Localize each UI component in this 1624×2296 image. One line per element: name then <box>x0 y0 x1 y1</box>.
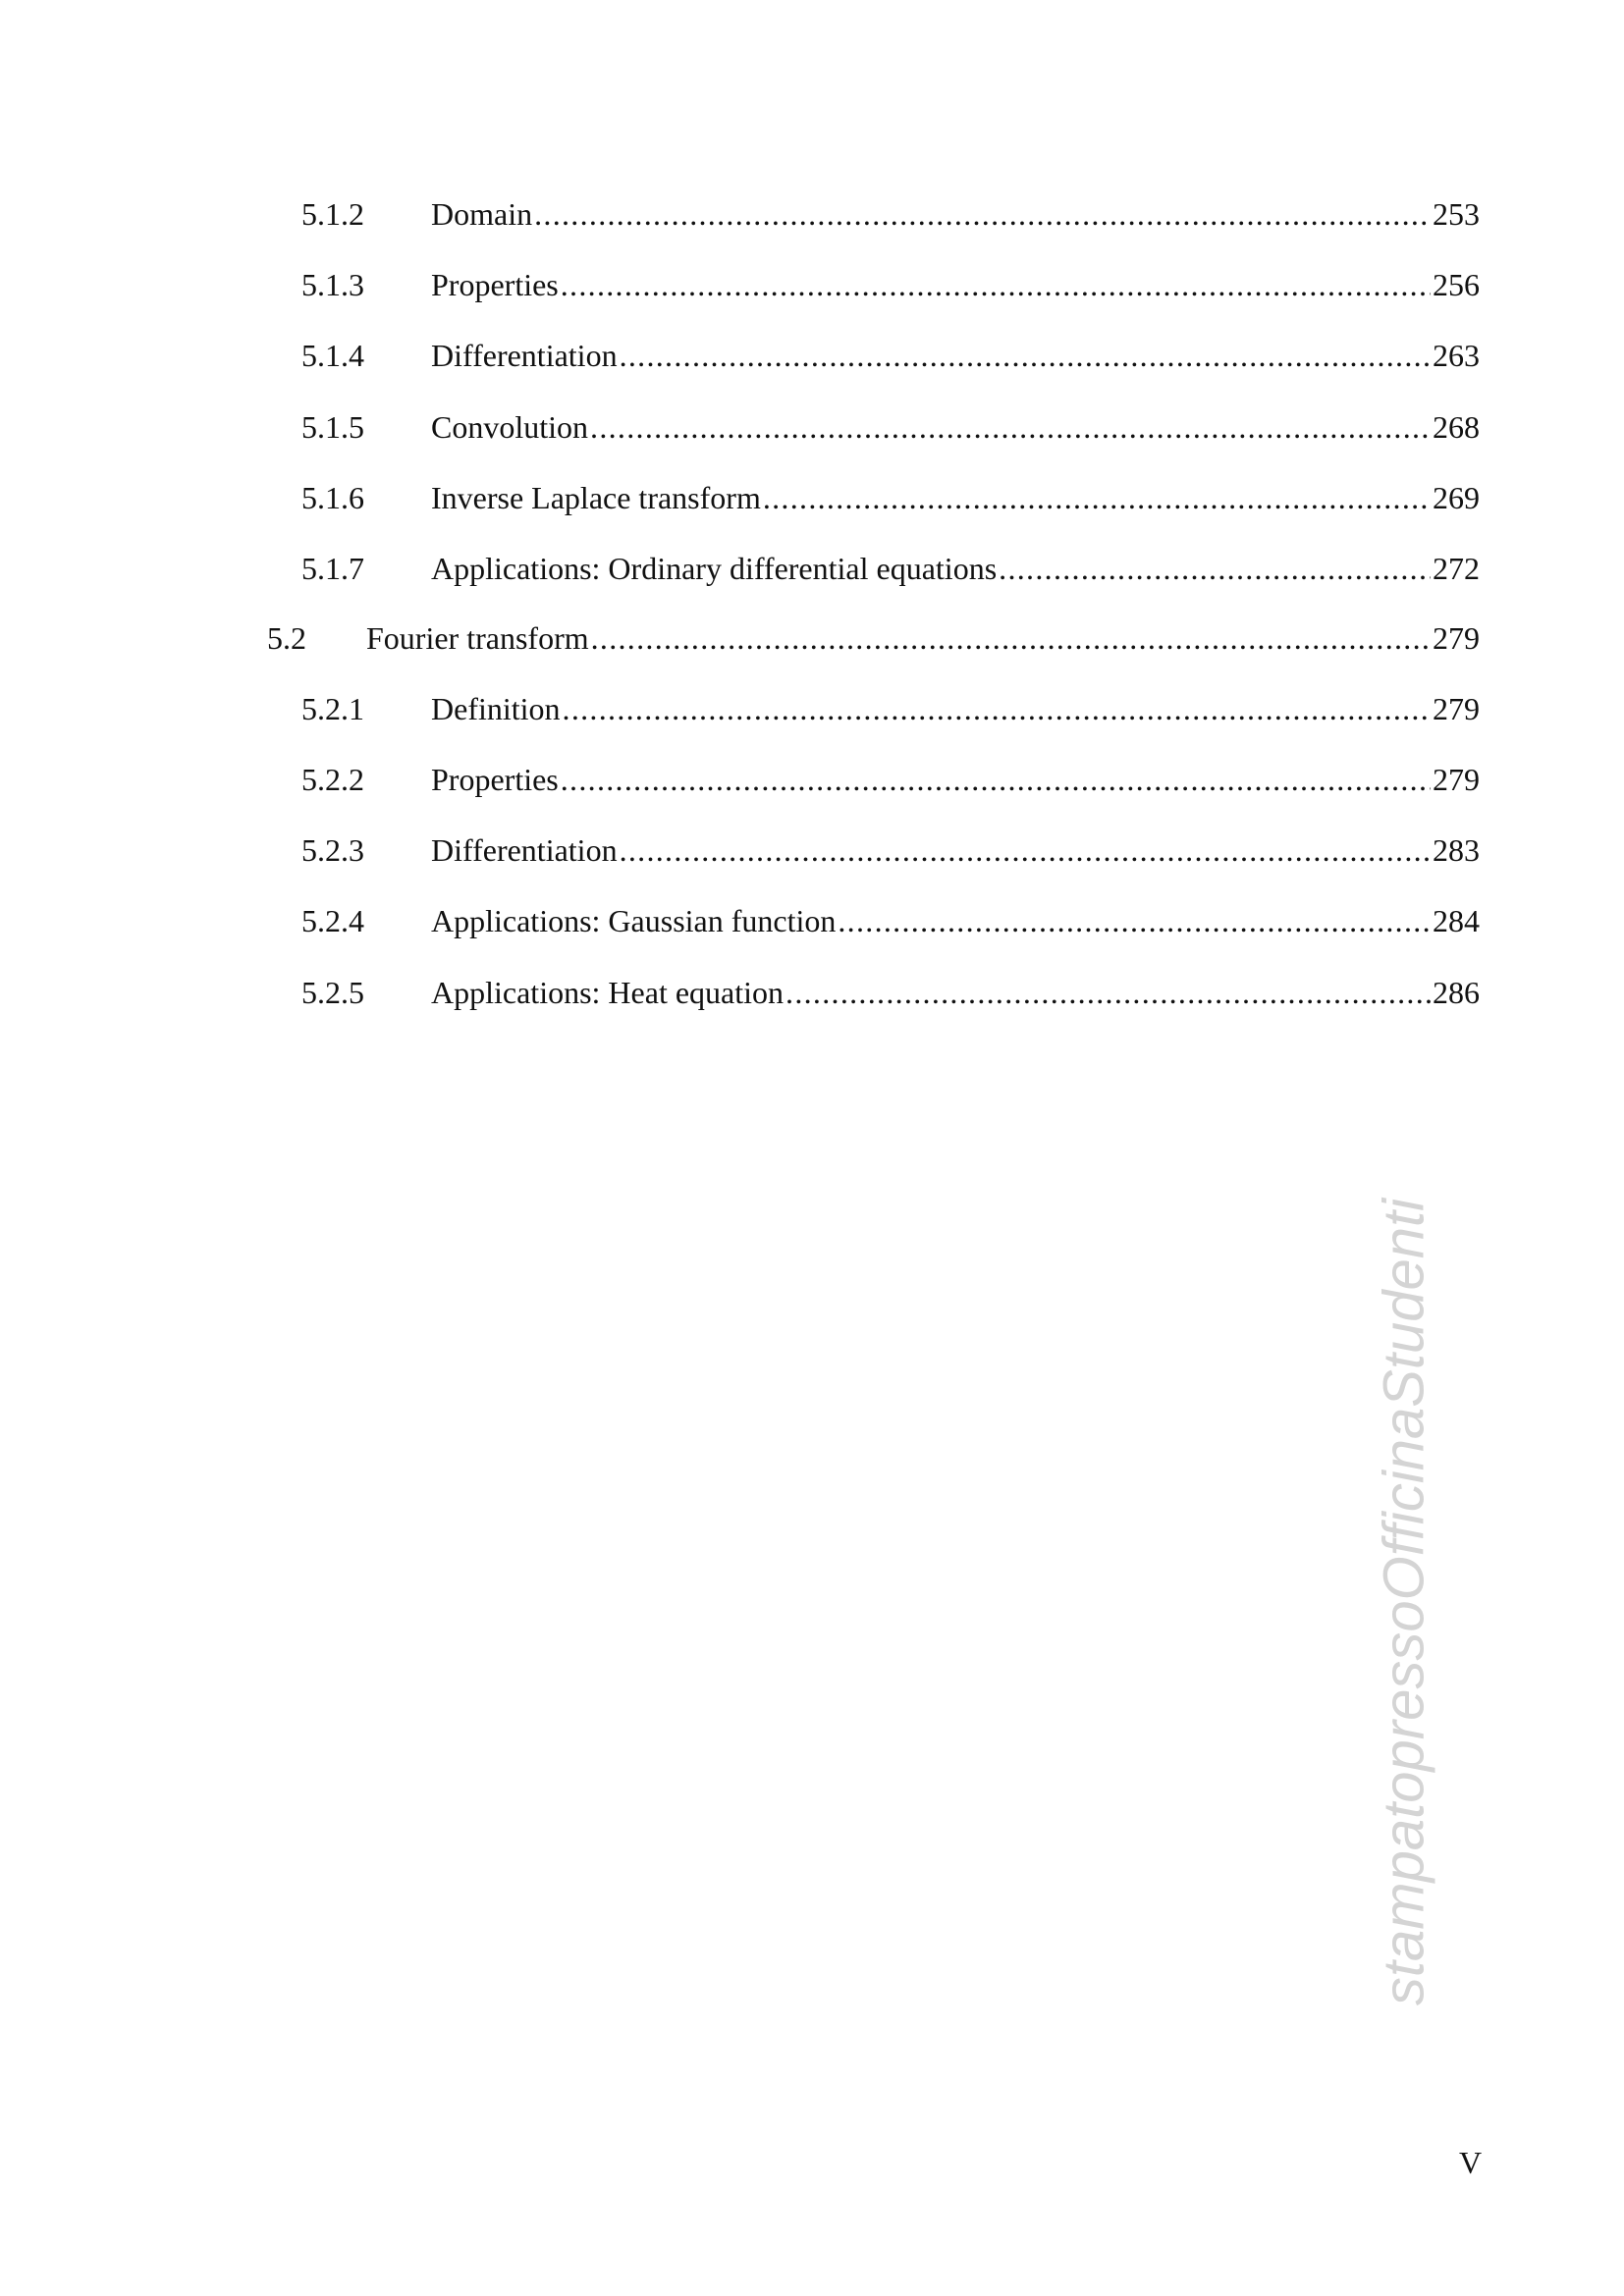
toc-entry-title: Applications: Gaussian function <box>431 903 837 938</box>
toc-entry-number: 5.2 <box>267 620 306 656</box>
dot-leader <box>561 760 1431 799</box>
toc-entry-page: 253 <box>1433 196 1480 232</box>
toc-entry-page: 256 <box>1433 267 1480 302</box>
toc-entry-title: Applications: Ordinary differential equations <box>431 551 998 586</box>
toc-entry-page: 283 <box>1433 832 1480 868</box>
dot-leader <box>999 549 1431 588</box>
toc-entry-number: 5.1.5 <box>301 409 364 445</box>
toc-entry-number: 5.2.5 <box>301 975 364 1010</box>
watermark: stampatopressoOfficinaStudenti <box>1372 1198 1436 2006</box>
toc-entry-title: Inverse Laplace transform <box>431 480 761 515</box>
toc-entry-title: Domain <box>431 196 533 232</box>
toc-entry-number: 5.2.3 <box>301 832 364 868</box>
dot-leader <box>620 336 1431 375</box>
toc-entry-title: Convolution <box>431 409 589 445</box>
toc-entry-page: 279 <box>1433 762 1480 797</box>
toc-entry-title: Differentiation <box>431 338 618 373</box>
toc-entry[interactable] <box>0 689 1624 728</box>
toc-entry[interactable] <box>0 407 1624 447</box>
toc-entry[interactable] <box>0 973 1624 1012</box>
toc-entry-number: 5.2.2 <box>301 762 364 797</box>
toc-entry-title: Differentiation <box>431 832 618 868</box>
toc-entry[interactable] <box>0 549 1624 588</box>
toc-entry-page: 279 <box>1433 691 1480 726</box>
toc-entry-title: Definition <box>431 691 561 726</box>
toc-entry-title: Properties <box>431 762 559 797</box>
toc-entry-number: 5.2.4 <box>301 903 364 938</box>
dot-leader <box>563 689 1431 728</box>
toc-entry-number: 5.1.3 <box>301 267 364 302</box>
toc-entry-title: Fourier transform <box>366 620 589 656</box>
toc-entry-page: 268 <box>1433 409 1480 445</box>
toc-entry-number: 5.1.4 <box>301 338 364 373</box>
dot-leader <box>785 973 1431 1012</box>
toc-entry-title: Applications: Heat equation <box>431 975 785 1010</box>
toc-entry-number: 5.1.7 <box>301 551 364 586</box>
dot-leader <box>590 407 1431 447</box>
toc-entry-page: 269 <box>1433 480 1480 515</box>
toc-entry-page: 263 <box>1433 338 1480 373</box>
toc-entry-number: 5.1.2 <box>301 196 364 232</box>
page-number: V <box>1459 2145 1483 2180</box>
toc-entry-page: 279 <box>1433 620 1480 656</box>
dot-leader <box>591 618 1431 658</box>
toc-entry-number: 5.1.6 <box>301 480 364 515</box>
toc-entry[interactable] <box>0 265 1624 304</box>
toc-entry[interactable] <box>0 901 1624 940</box>
toc-entry-page: 286 <box>1433 975 1480 1010</box>
toc-entry[interactable] <box>0 830 1624 870</box>
dot-leader <box>534 194 1431 234</box>
toc-entry[interactable] <box>0 194 1624 234</box>
dot-leader <box>620 830 1431 870</box>
dot-leader <box>763 478 1431 517</box>
dot-leader <box>561 265 1431 304</box>
toc-entry[interactable] <box>0 336 1624 375</box>
toc-entry-title: Properties <box>431 267 559 302</box>
toc-entry-page: 284 <box>1433 903 1480 938</box>
toc-entry[interactable] <box>0 760 1624 799</box>
toc-entry-page: 272 <box>1433 551 1480 586</box>
toc-entry[interactable] <box>0 478 1624 517</box>
dot-leader <box>838 901 1431 940</box>
toc-entry[interactable] <box>0 618 1624 658</box>
toc-entry-number: 5.2.1 <box>301 691 364 726</box>
